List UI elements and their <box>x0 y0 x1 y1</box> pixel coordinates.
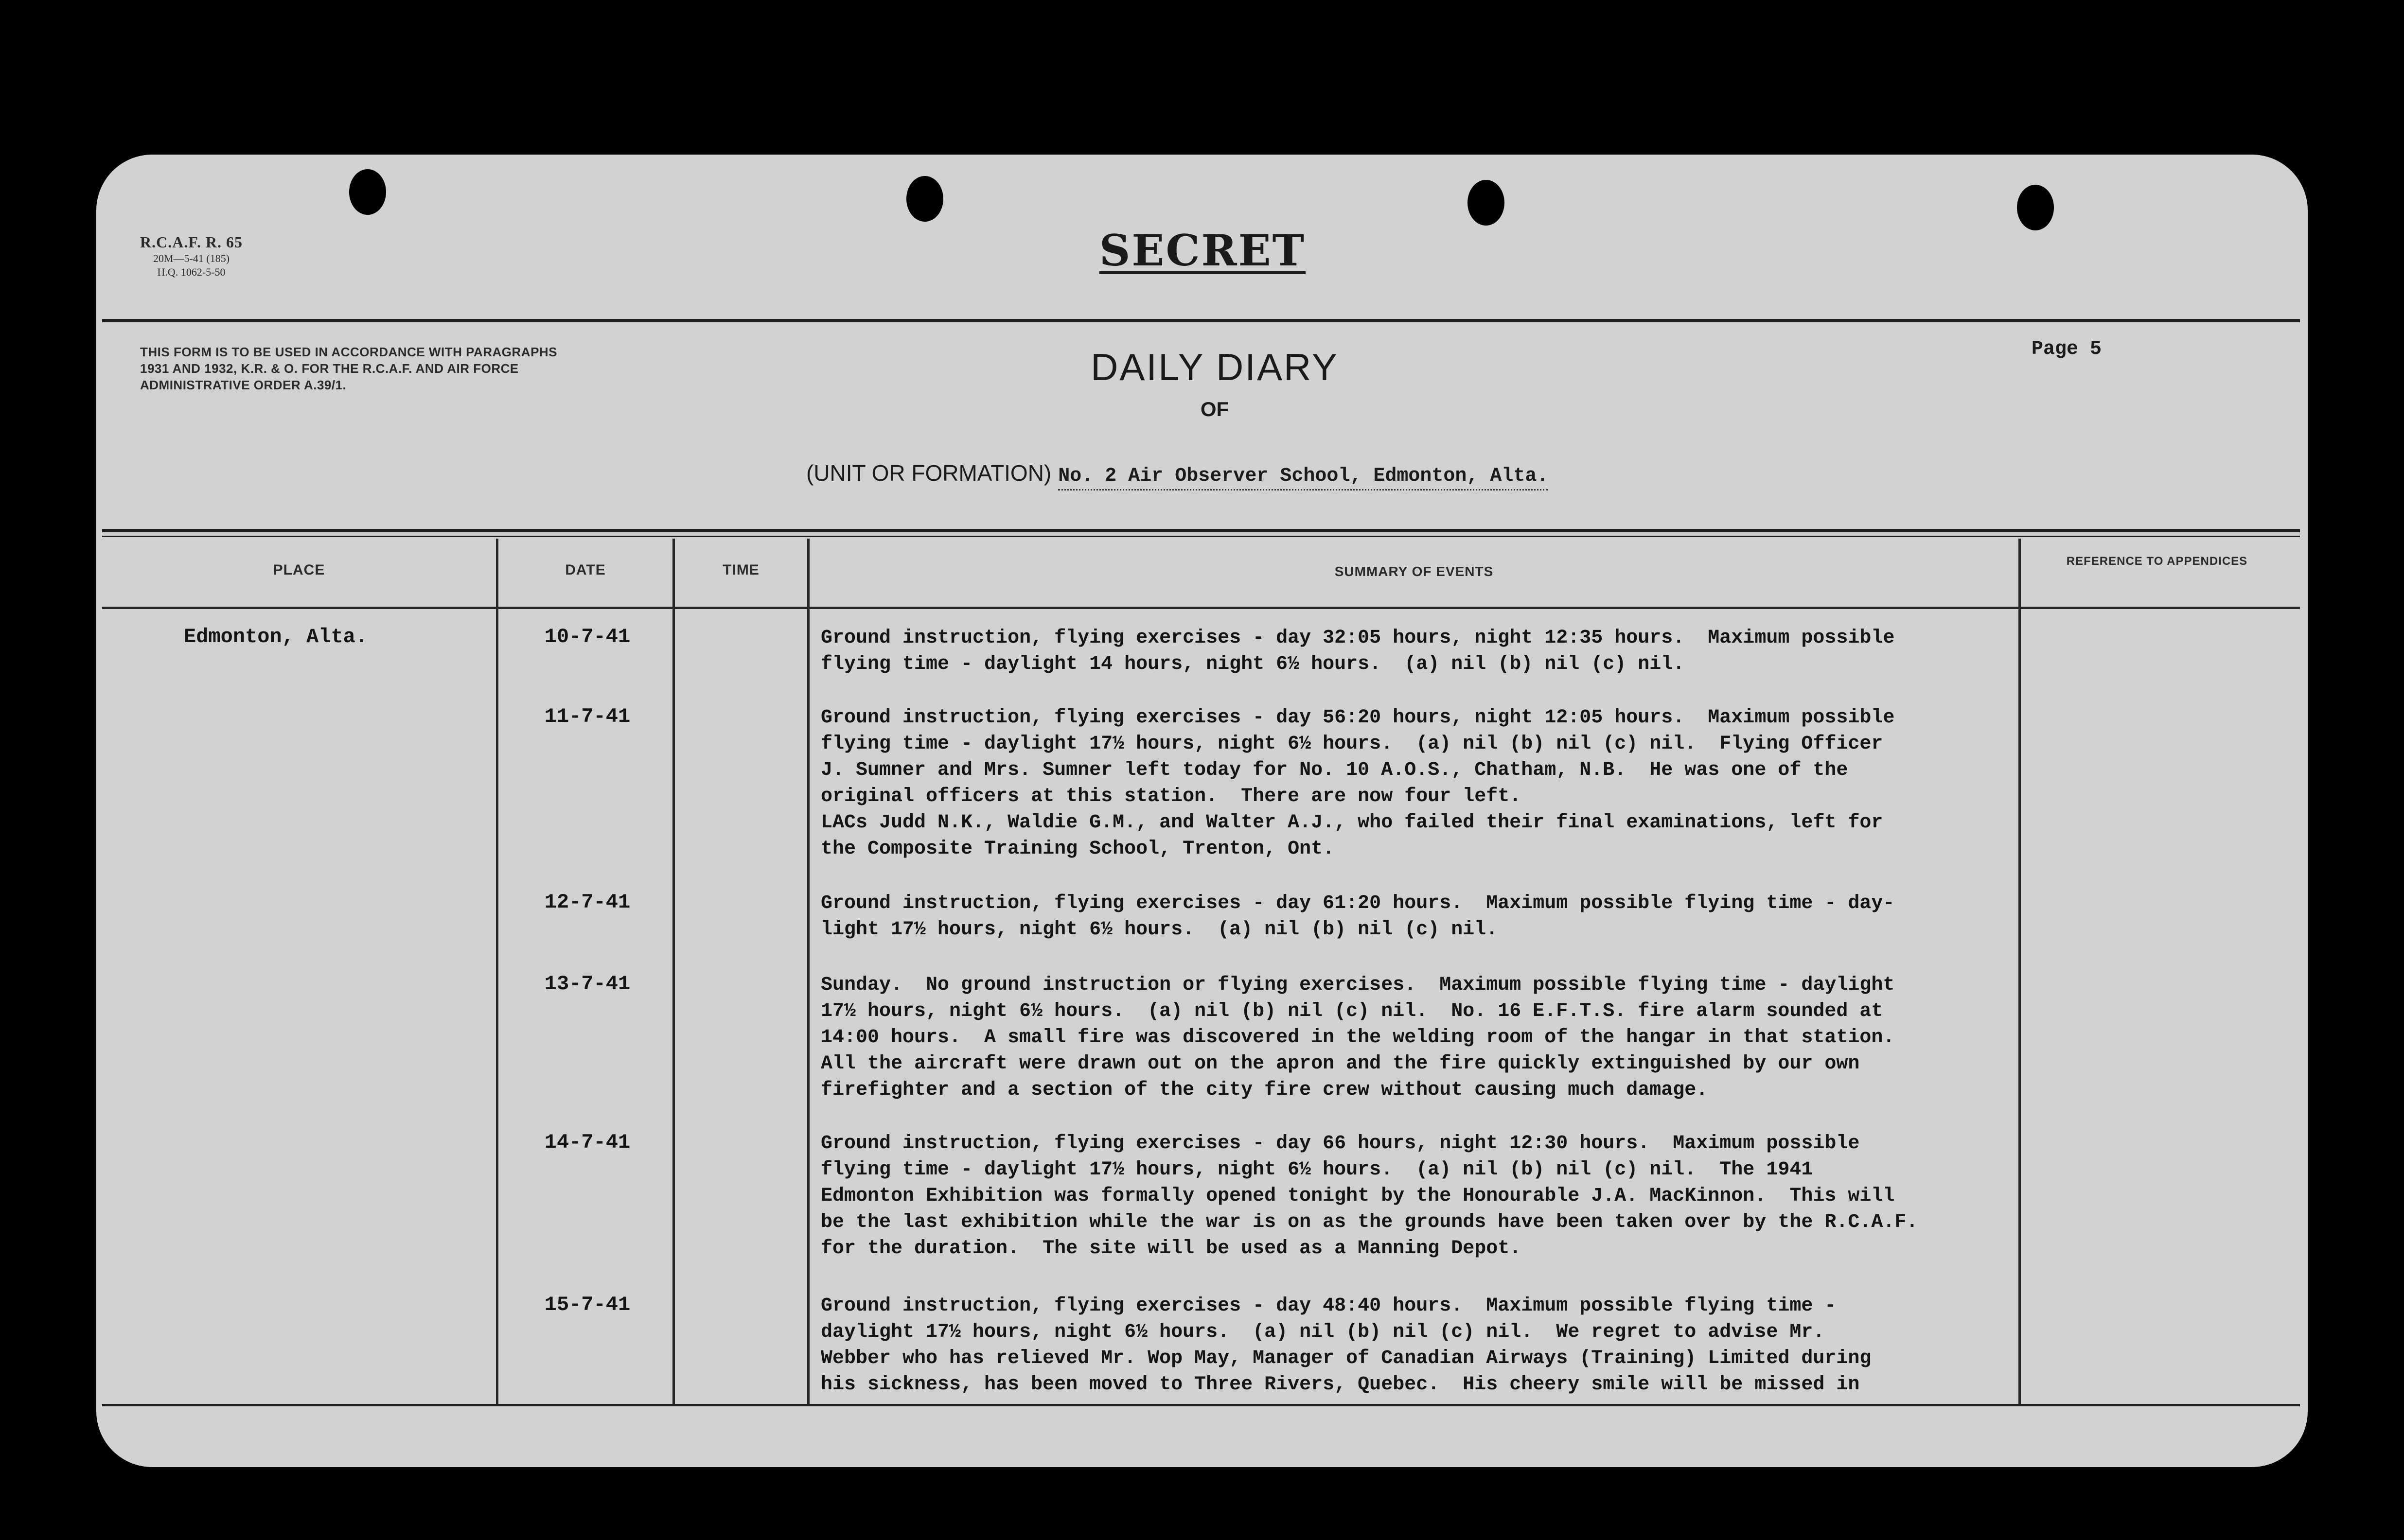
column-header-place: PLACE <box>273 562 325 578</box>
entry-summary: Ground instruction, flying exercises - day 32:05 hours, night 12:35 hours. Maximum possible flying time - daylight 14 hours, night 6½ hours. (a) nil (b) nil (c) nil. <box>821 627 1895 675</box>
unit-line <box>806 460 1548 487</box>
diary-title: DAILY DIARY <box>1091 346 1339 388</box>
entry-summary: Ground instruction, flying exercises - day 61:20 hours. Maximum possible flying time - day- light 17½ hours, night 6½ hours. (a) nil (b) nil (c) nil. <box>821 892 1895 941</box>
form-code-line: R.C.A.F. R. 65 <box>140 233 243 251</box>
column-header-date: DATE <box>565 562 606 578</box>
binder-hole <box>1467 180 1504 226</box>
classification-stamp: SECRET <box>1099 225 1306 276</box>
binder-hole <box>906 176 943 222</box>
column-divider <box>2018 539 2021 1404</box>
form-code-line: H.Q. 1062-5-50 <box>157 265 226 278</box>
page-number: Page 5 <box>2032 338 2102 360</box>
entry-date: 14-7-41 <box>544 1131 631 1154</box>
entry-summary: Sunday. No ground instruction or flying exercises. Maximum possible flying time - daylight 17½ hours, night 6½ hours. (a) nil (b) nil (c) nil. No. 16 E.F.T.S. fire alarm sounded at 14:00 hours. A small fire was discovered in the welding room of the hangar in that station. All the aircraft were drawn out on the apron and the fire quickly extinguished by our own firefighter and a section of the city fire crew without causing much damage. <box>821 974 1895 1101</box>
header-divider <box>102 607 2300 609</box>
diary-card <box>96 155 2308 1467</box>
place-cell: Edmonton, Alta. <box>184 625 368 648</box>
entry-date: 13-7-41 <box>544 972 631 996</box>
divider <box>102 1404 2300 1406</box>
column-divider <box>807 539 810 1404</box>
form-code <box>140 232 243 279</box>
column-divider <box>496 539 498 1404</box>
form-instructions: THIS FORM IS TO BE USED IN ACCORDANCE WITH PARAGRAPHS 1931 AND 1932, K.R. & O. FOR THE R.C.A.F. AND AIR FORCE ADMINISTRATIVE ORDER A.39/1. <box>140 345 558 392</box>
column-header-summary: SUMMARY OF EVENTS <box>1334 564 1494 579</box>
column-divider <box>672 539 675 1404</box>
entry-summary: Ground instruction, flying exercises - day 66 hours, night 12:30 hours. Maximum possible flying time - daylight 17½ hours, night 6½ hours. (a) nil (b) nil (c) nil. The 1941 Edmonton Exhibition was formally opened tonight by the Honourable J.A. MacKinnon. This will be the last exhibition while the war is on as the grounds have been taken over by the R.C.A.F. for the duration. The site will be used as a Manning Depot. <box>821 1133 1918 1260</box>
entry-summary: Ground instruction, flying exercises - day 48:40 hours. Maximum possible flying time - daylight 17½ hours, night 6½ hours. (a) nil (b) nil (c) nil. We regret to advise Mr. Webber who has relieved Mr. Wop May, Manager of Canadian Airways (Training) Limited during his sickness, has been moved to Three Rivers, Quebec. His cheery smile will be missed in <box>821 1295 1872 1396</box>
binder-hole <box>2017 185 2054 230</box>
unit-value: No. 2 Air Observer School, Edmonton, Alta. <box>1058 465 1548 490</box>
entry-date: 10-7-41 <box>544 625 631 648</box>
binder-hole <box>349 169 386 215</box>
entry-date: 12-7-41 <box>544 891 631 914</box>
divider <box>102 536 2300 537</box>
unit-label: (UNIT OR FORMATION) <box>806 460 1052 486</box>
column-header-time: TIME <box>723 562 760 578</box>
divider <box>102 319 2300 322</box>
entry-date: 15-7-41 <box>544 1293 631 1316</box>
form-code-line: 20M—5-41 (185) <box>153 252 230 264</box>
divider <box>102 529 2300 532</box>
entry-date: 11-7-41 <box>544 705 631 728</box>
entry-summary: Ground instruction, flying exercises - day 56:20 hours, night 12:05 hours. Maximum possible flying time - daylight 17½ hours, night 6½ hours. (a) nil (b) nil (c) nil. Flying Officer J. Sumner and Mrs. Sumner left today for No. 10 A.O.S., Chatham, N.B. He was one of the original officers at this station. There are now four left. LACs Judd N.K., Waldie G.M., and Walter A.J., who failed their final examinations, left for the Composite Training School, Trenton, Ont. <box>821 707 1895 860</box>
column-header-reference: REFERENCE TO APPENDICES <box>2066 555 2248 568</box>
diary-of-label: OF <box>1200 398 1229 420</box>
